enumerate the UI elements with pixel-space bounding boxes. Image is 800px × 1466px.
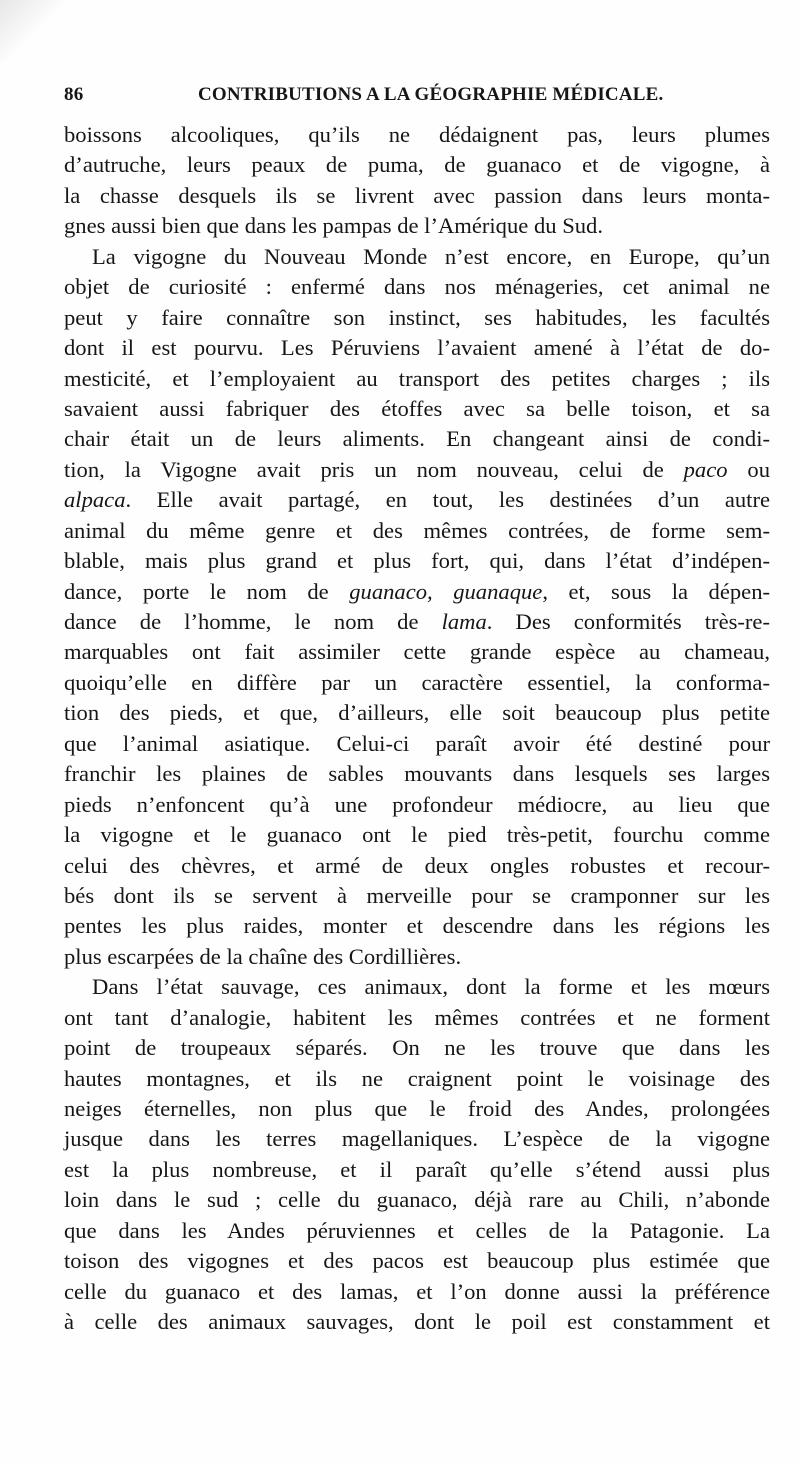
text-segment: tion, la Vigogne avait pris un nom nouveau, celui de: [64, 456, 684, 482]
text-line: [64, 485, 770, 515]
text-line: [64, 577, 770, 607]
text-line: La vigogne du Nouveau Monde n’est encore, en Europe, qu’un: [92, 243, 770, 269]
text-line: d’autruche, leurs peaux de puma, de guanaco et de vigogne, à: [64, 152, 770, 178]
text-segment: , et, sous la dépen-: [542, 578, 771, 604]
italic-term: alpaca: [64, 487, 126, 513]
italic-term: paco: [683, 456, 728, 482]
text-line: tion des pieds, et que, d’ailleurs, elle soit beaucoup plus petite: [64, 700, 770, 726]
italic-term: lama: [441, 609, 487, 634]
text-line: celle du guanaco et des lamas, et l’on donne aussi la préférence: [64, 1278, 770, 1304]
text-line: marquables ont fait assimiler cette grande espèce au chameau,: [64, 639, 770, 665]
running-head: [64, 84, 770, 114]
text-line: neiges éternelles, non plus que le froid des Andes, prolongées: [64, 1096, 770, 1121]
text-line: plus escarpées de la chaîne des Cordillières.: [64, 943, 462, 969]
text-line: que dans les Andes péruviennes et celles de la Patagonie. La: [64, 1217, 770, 1243]
text-line: boissons alcooliques, qu’ils ne dédaignent pas, leurs plumes: [64, 122, 770, 147]
text-line: Dans l’état sauvage, ces animaux, dont la forme et les mœurs: [92, 974, 770, 1000]
text-line: mesticité, et l’employaient au transport des petites charges ; ils: [64, 365, 770, 391]
text-line: animal du même genre et des mêmes contrées, de forme sem-: [64, 517, 770, 543]
text-line: à celle des animaux sauvages, dont le poil est constamment et: [64, 1309, 770, 1335]
text-segment: . Des conformités très-re-: [486, 609, 770, 634]
text-line: quoiqu’elle en diffère par un caractère essentiel, la conforma-: [64, 669, 770, 695]
text-line: que l’animal asiatique. Celui-ci paraît avoir été destiné pour: [64, 730, 770, 756]
text-line: bés dont ils se servent à merveille pour se cramponner sur les: [64, 882, 770, 908]
text-line: savaient aussi fabriquer des étoffes avec sa belle toison, et sa: [64, 395, 770, 421]
text-line: loin dans le sud ; celle du guanaco, déjà rare au Chili, n’abonde: [64, 1187, 770, 1213]
text-line: pentes les plus raides, monter et descendre dans les régions les: [64, 913, 770, 939]
text-line: chair était un de leurs aliments. En changeant ainsi de condi-: [64, 426, 770, 452]
text-line: la chasse desquels ils se livrent avec passion dans leurs monta-: [64, 182, 770, 208]
running-title: CONTRIBUTIONS A LA GÉOGRAPHIE MÉDICALE.: [198, 84, 664, 105]
text-line: point de troupeaux séparés. On ne les trouve que dans les: [64, 1035, 770, 1061]
italic-term: guanaco, guanaque: [349, 578, 543, 604]
text-line: peut y faire connaître son instinct, ses habitudes, les facultés: [64, 304, 770, 330]
text-line: [64, 455, 770, 485]
text-line: dont il est pourvu. Les Péruviens l’avaient amené à l’état de do-: [64, 335, 770, 361]
text-line: ont tant d’analogie, habitent les mêmes contrées et ne forment: [64, 1004, 770, 1030]
text-line: pieds n’enfoncent qu’à une profondeur médiocre, au lieu que: [64, 791, 770, 817]
text-line: toison des vigognes et des pacos est beaucoup plus estimée que: [64, 1248, 770, 1274]
text-line: hautes montagnes, et ils ne craignent point le voisinage des: [64, 1065, 770, 1091]
text-line: celui des chèvres, et armé de deux ongles robustes et recour-: [64, 852, 770, 878]
text-line: [64, 607, 770, 637]
text-segment: dance, porte le nom de: [64, 578, 350, 604]
text-line: blable, mais plus grand et plus fort, qui, dans l’état d’indépen-: [64, 548, 770, 574]
text-line: gnes aussi bien que dans les pampas de l’Amérique du Sud.: [64, 213, 604, 239]
text-segment: ou: [727, 456, 770, 482]
text-line: franchir les plaines de sables mouvants dans lesquels ses larges: [64, 761, 770, 787]
page-number: 86: [64, 84, 84, 105]
text-segment: dance de l’homme, le nom de: [64, 609, 442, 634]
body-text: [64, 120, 770, 1338]
text-line: la vigogne et le guanaco ont le pied très-petit, fourchu comme: [64, 822, 770, 848]
page-corner-shadow: [0, 0, 70, 60]
text-line: objet de curiosité : enfermé dans nos ménageries, cet animal ne: [64, 274, 770, 300]
text-segment: . Elle avait partagé, en tout, les destinées d’un autre: [125, 487, 770, 513]
text-line: jusque dans les terres magellaniques. L’espèce de la vigogne: [64, 1126, 770, 1152]
text-line: est la plus nombreuse, et il paraît qu’elle s’étend aussi plus: [64, 1156, 770, 1182]
